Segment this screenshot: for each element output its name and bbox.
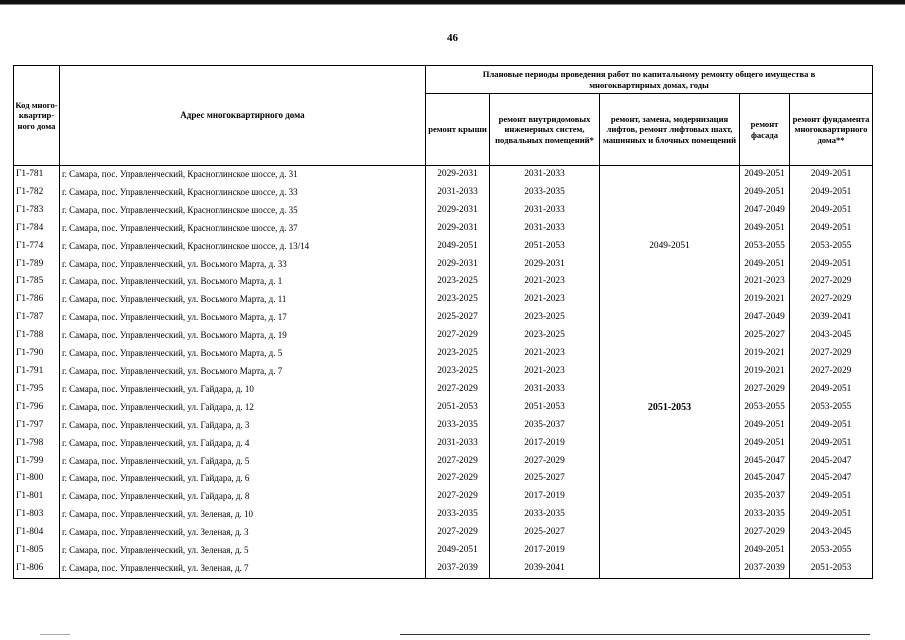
cell-address: г. Самара, пос. Управленческий, ул. Гайдара, д. 3 <box>60 417 426 435</box>
cell-elevators <box>600 470 740 488</box>
table-row <box>14 184 873 202</box>
cell-systems: 2023-2025 <box>490 327 600 345</box>
cell-elevators <box>600 488 740 506</box>
cell-roof: 2029-2031 <box>426 202 490 220</box>
cell-roof: 2027-2029 <box>426 470 490 488</box>
cell-foundation: 2045-2047 <box>790 453 873 471</box>
header-facade: ремонт фасада <box>740 94 790 166</box>
cell-address: г. Самара, пос. Управленческий, ул. Гайдара, д. 8 <box>60 488 426 506</box>
table-row <box>14 345 873 363</box>
cell-systems: 2031-2033 <box>490 220 600 238</box>
cell-roof: 2027-2029 <box>426 381 490 399</box>
cell-address: г. Самара, пос. Управленческий, ул. Восьмого Марта, д. 33 <box>60 256 426 274</box>
cell-facade: 2037-2039 <box>740 560 790 578</box>
cell-elevators <box>600 542 740 560</box>
table-row <box>14 220 873 238</box>
cell-code: Г1-781 <box>14 166 60 184</box>
cell-facade: 2027-2029 <box>740 524 790 542</box>
cell-address: г. Самара, пос. Управленческий, ул. Зеленая, д. 5 <box>60 542 426 560</box>
table-row <box>14 524 873 542</box>
cell-facade: 2019-2021 <box>740 363 790 381</box>
cell-elevators <box>600 309 740 327</box>
cell-code: Г1-796 <box>14 399 60 417</box>
cell-address: г. Самара, пос. Управленческий, Красноглинское шоссе, д. 13/14 <box>60 238 426 256</box>
cell-facade: 2025-2027 <box>740 327 790 345</box>
cell-foundation: 2053-2055 <box>790 542 873 560</box>
cell-facade: 2049-2051 <box>740 220 790 238</box>
cell-code: Г1-788 <box>14 327 60 345</box>
cell-code: Г1-805 <box>14 542 60 560</box>
cell-code: Г1-795 <box>14 381 60 399</box>
cell-foundation: 2039-2041 <box>790 309 873 327</box>
cell-systems: 2017-2019 <box>490 488 600 506</box>
cell-code: Г1-799 <box>14 453 60 471</box>
cell-address: г. Самара, пос. Управленческий, ул. Восьмого Марта, д. 1 <box>60 273 426 291</box>
table-row <box>14 381 873 399</box>
table-row <box>14 363 873 381</box>
cell-foundation: 2049-2051 <box>790 435 873 453</box>
cell-code: Г1-786 <box>14 291 60 309</box>
cell-foundation: 2051-2053 <box>790 560 873 578</box>
cell-code: Г1-782 <box>14 184 60 202</box>
cell-code: Г1-789 <box>14 256 60 274</box>
cell-facade: 2019-2021 <box>740 345 790 363</box>
cell-address: г. Самара, пос. Управленческий, ул. Гайдара, д. 6 <box>60 470 426 488</box>
cell-elevators <box>600 220 740 238</box>
header-elevators: ремонт, замена, модернизация лифтов, ремонт лифтовых шахт, машинных и блочных помещений <box>600 94 740 166</box>
cell-foundation: 2027-2029 <box>790 273 873 291</box>
cell-elevators <box>600 560 740 578</box>
cell-roof: 2027-2029 <box>426 327 490 345</box>
cell-elevators <box>600 256 740 274</box>
cell-address: г. Самара, пос. Управленческий, ул. Гайдара, д. 5 <box>60 453 426 471</box>
cell-elevators <box>600 273 740 291</box>
cell-foundation: 2049-2051 <box>790 488 873 506</box>
cell-roof: 2029-2031 <box>426 166 490 184</box>
cell-systems: 2025-2027 <box>490 470 600 488</box>
cell-elevators <box>600 345 740 363</box>
cell-elevators <box>600 453 740 471</box>
cell-code: Г1-797 <box>14 417 60 435</box>
bottom-line <box>400 634 870 635</box>
cell-foundation: 2043-2045 <box>790 524 873 542</box>
cell-code: Г1-790 <box>14 345 60 363</box>
header-systems: ремонт внутридомовых инженерных систем, подвальных помещений* <box>490 94 600 166</box>
cell-foundation: 2049-2051 <box>790 256 873 274</box>
cell-address: г. Самара, пос. Управленческий, ул. Восьмого Марта, д. 7 <box>60 363 426 381</box>
cell-elevators <box>600 435 740 453</box>
cell-foundation: 2053-2055 <box>790 399 873 417</box>
table-row <box>14 453 873 471</box>
cell-roof: 2049-2051 <box>426 542 490 560</box>
table-row <box>14 273 873 291</box>
cell-facade: 2047-2049 <box>740 309 790 327</box>
cell-code: Г1-791 <box>14 363 60 381</box>
cell-elevators <box>600 506 740 524</box>
cell-elevators <box>600 291 740 309</box>
cell-roof: 2051-2053 <box>426 399 490 417</box>
cell-roof: 2027-2029 <box>426 488 490 506</box>
cell-elevators <box>600 202 740 220</box>
table-row <box>14 435 873 453</box>
table-row <box>14 470 873 488</box>
cell-roof: 2023-2025 <box>426 291 490 309</box>
cell-foundation: 2049-2051 <box>790 381 873 399</box>
cell-roof: 2029-2031 <box>426 256 490 274</box>
table-row <box>14 256 873 274</box>
cell-roof: 2025-2027 <box>426 309 490 327</box>
cell-code: Г1-806 <box>14 560 60 578</box>
cell-elevators <box>600 184 740 202</box>
header-roof: ремонт крыши <box>426 94 490 166</box>
cell-facade: 2053-2055 <box>740 399 790 417</box>
cell-roof: 2023-2025 <box>426 363 490 381</box>
cell-foundation: 2027-2029 <box>790 291 873 309</box>
cell-systems: 2051-2053 <box>490 399 600 417</box>
cell-systems: 2027-2029 <box>490 453 600 471</box>
cell-roof: 2031-2033 <box>426 184 490 202</box>
table-row <box>14 488 873 506</box>
table-row <box>14 238 873 256</box>
cell-address: г. Самара, пос. Управленческий, Красноглинское шоссе, д. 37 <box>60 220 426 238</box>
cell-address: г. Самара, пос. Управленческий, ул. Восьмого Марта, д. 19 <box>60 327 426 345</box>
header-periods-title: Плановые периоды проведения работ по капитальному ремонту общего имущества в многоквартирных домах, годы <box>426 66 873 94</box>
cell-systems: 2031-2033 <box>490 166 600 184</box>
cell-code: Г1-784 <box>14 220 60 238</box>
cell-address: г. Самара, пос. Управленческий, ул. Зеленая, д. 3 <box>60 524 426 542</box>
cell-foundation: 2027-2029 <box>790 345 873 363</box>
cell-address: г. Самара, пос. Управленческий, ул. Восьмого Марта, д. 5 <box>60 345 426 363</box>
page-number: 46 <box>447 32 458 44</box>
cell-address: г. Самара, пос. Управленческий, ул. Гайдара, д. 4 <box>60 435 426 453</box>
cell-roof: 2049-2051 <box>426 238 490 256</box>
cell-roof: 2023-2025 <box>426 345 490 363</box>
cell-code: Г1-783 <box>14 202 60 220</box>
cell-address: г. Самара, пос. Управленческий, ул. Восьмого Марта, д. 11 <box>60 291 426 309</box>
cell-systems: 2035-2037 <box>490 417 600 435</box>
cell-elevators <box>600 524 740 542</box>
top-border-thin <box>0 4 905 5</box>
capital-repair-schedule-table <box>13 65 873 579</box>
cell-elevators: 2049-2051 <box>600 238 740 256</box>
cell-roof: 2033-2035 <box>426 506 490 524</box>
table-row <box>14 166 873 184</box>
cell-facade: 2033-2035 <box>740 506 790 524</box>
cell-code: Г1-785 <box>14 273 60 291</box>
table-row <box>14 542 873 560</box>
cell-address: г. Самара, пос. Управленческий, Красноглинское шоссе, д. 33 <box>60 184 426 202</box>
cell-elevators <box>600 166 740 184</box>
cell-systems: 2033-2035 <box>490 506 600 524</box>
cell-address: г. Самара, пос. Управленческий, ул. Гайдара, д. 12 <box>60 399 426 417</box>
cell-code: Г1-804 <box>14 524 60 542</box>
cell-roof: 2029-2031 <box>426 220 490 238</box>
cell-systems: 2021-2023 <box>490 363 600 381</box>
cell-facade: 2049-2051 <box>740 417 790 435</box>
header-address: Адрес многоквартирного дома <box>60 66 426 166</box>
cell-systems: 2023-2025 <box>490 309 600 327</box>
cell-foundation: 2043-2045 <box>790 327 873 345</box>
cell-foundation: 2053-2055 <box>790 238 873 256</box>
table-row <box>14 327 873 345</box>
cell-address: г. Самара, пос. Управленческий, ул. Гайдара, д. 10 <box>60 381 426 399</box>
cell-systems: 2029-2031 <box>490 256 600 274</box>
header-foundation: ремонт фундамента многоквартирного дома** <box>790 94 873 166</box>
cell-elevators: 2051-2053 <box>600 399 740 417</box>
cell-roof: 2027-2029 <box>426 524 490 542</box>
cell-systems: 2021-2023 <box>490 273 600 291</box>
cell-roof: 2033-2035 <box>426 417 490 435</box>
cell-systems: 2051-2053 <box>490 238 600 256</box>
cell-address: г. Самара, пос. Управленческий, ул. Восьмого Марта, д. 17 <box>60 309 426 327</box>
header-code: Код много- квартир- ного дома <box>14 66 60 166</box>
cell-facade: 2047-2049 <box>740 202 790 220</box>
cell-address: г. Самара, пос. Управленческий, ул. Зеленая, д. 7 <box>60 560 426 578</box>
cell-systems: 2031-2033 <box>490 381 600 399</box>
cell-foundation: 2049-2051 <box>790 166 873 184</box>
cell-facade: 2049-2051 <box>740 542 790 560</box>
cell-systems: 2017-2019 <box>490 542 600 560</box>
cell-facade: 2035-2037 <box>740 488 790 506</box>
cell-systems: 2039-2041 <box>490 560 600 578</box>
cell-elevators <box>600 417 740 435</box>
cell-facade: 2049-2051 <box>740 435 790 453</box>
table-row <box>14 560 873 578</box>
cell-code: Г1-801 <box>14 488 60 506</box>
cell-code: Г1-798 <box>14 435 60 453</box>
cell-systems: 2025-2027 <box>490 524 600 542</box>
cell-elevators <box>600 363 740 381</box>
table-row <box>14 506 873 524</box>
cell-code: Г1-800 <box>14 470 60 488</box>
cell-foundation: 2049-2051 <box>790 417 873 435</box>
cell-elevators <box>600 381 740 399</box>
cell-systems: 2021-2023 <box>490 291 600 309</box>
table-row <box>14 399 873 417</box>
table-row <box>14 291 873 309</box>
cell-foundation: 2049-2051 <box>790 506 873 524</box>
cell-roof: 2031-2033 <box>426 435 490 453</box>
cell-foundation: 2049-2051 <box>790 184 873 202</box>
cell-facade: 2045-2047 <box>740 470 790 488</box>
cell-systems: 2033-2035 <box>490 184 600 202</box>
cell-roof: 2037-2039 <box>426 560 490 578</box>
table-body <box>14 166 873 579</box>
cell-systems: 2017-2019 <box>490 435 600 453</box>
cell-facade: 2049-2051 <box>740 184 790 202</box>
cell-facade: 2019-2021 <box>740 291 790 309</box>
cell-facade: 2053-2055 <box>740 238 790 256</box>
cell-systems: 2031-2033 <box>490 202 600 220</box>
cell-code: Г1-774 <box>14 238 60 256</box>
cell-foundation: 2049-2051 <box>790 202 873 220</box>
cell-roof: 2027-2029 <box>426 453 490 471</box>
table-row <box>14 202 873 220</box>
cell-code: Г1-803 <box>14 506 60 524</box>
cell-foundation: 2049-2051 <box>790 220 873 238</box>
cell-address: г. Самара, пос. Управленческий, Красноглинское шоссе, д. 35 <box>60 202 426 220</box>
cell-code: Г1-787 <box>14 309 60 327</box>
cell-facade: 2021-2023 <box>740 273 790 291</box>
cell-facade: 2049-2051 <box>740 256 790 274</box>
cell-foundation: 2045-2047 <box>790 470 873 488</box>
cell-roof: 2023-2025 <box>426 273 490 291</box>
table-row <box>14 417 873 435</box>
cell-address: г. Самара, пос. Управленческий, Красноглинское шоссе, д. 31 <box>60 166 426 184</box>
cell-systems: 2021-2023 <box>490 345 600 363</box>
table-row <box>14 309 873 327</box>
cell-facade: 2049-2051 <box>740 166 790 184</box>
cell-facade: 2027-2029 <box>740 381 790 399</box>
cell-elevators <box>600 327 740 345</box>
cell-facade: 2045-2047 <box>740 453 790 471</box>
bottom-mark <box>40 634 70 635</box>
cell-foundation: 2027-2029 <box>790 363 873 381</box>
cell-address: г. Самара, пос. Управленческий, ул. Зеленая, д. 10 <box>60 506 426 524</box>
